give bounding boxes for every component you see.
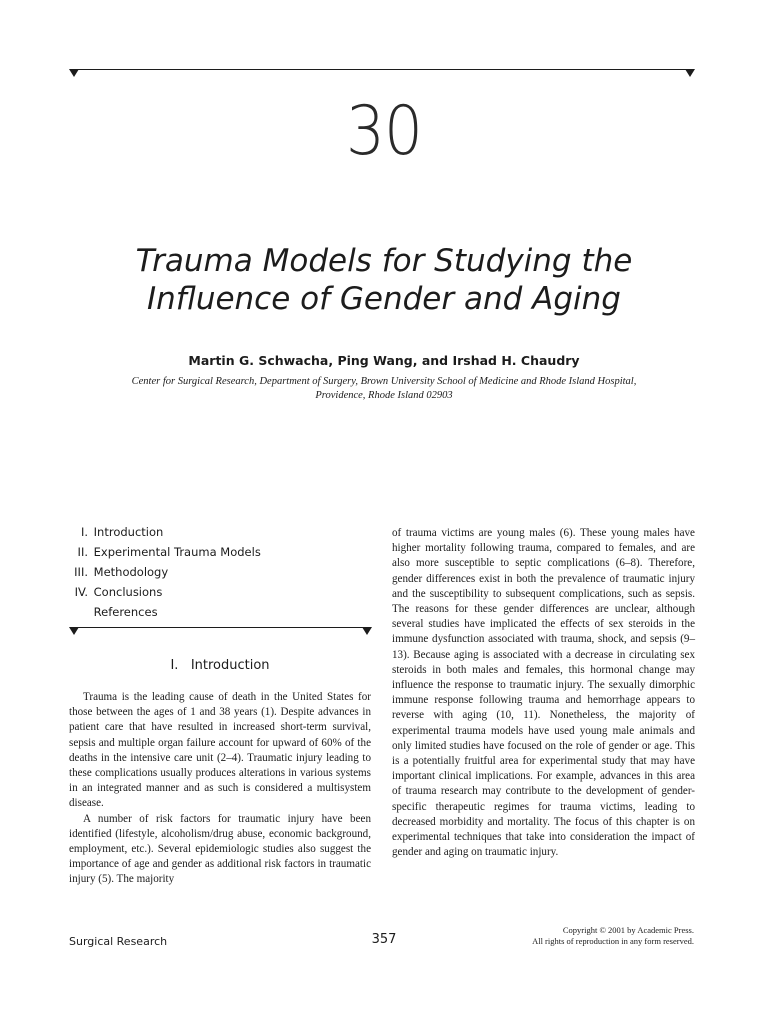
paragraph: A number of risk factors for traumatic injury have been identified (lifestyle, alcoholism/drug abuse, economic background, employment, etc.). Several epidemiologic studies also suggest the importance of age and gender as additional risk factors in traumatic injury (5). The majority	[69, 812, 371, 886]
toc-item	[70, 582, 261, 602]
copyright-notice	[532, 925, 694, 947]
toc-item-label: Conclusions	[93, 585, 163, 599]
toc-rule-right-marker-icon	[362, 627, 372, 635]
toc-item-number: III.	[74, 565, 88, 579]
toc-item-label: Experimental Trauma Models	[93, 545, 261, 559]
affiliation-line1: Center for Surgical Research, Department of Surgery, Brown University School of Medicine and Rhode Island Hospital,	[131, 376, 637, 387]
toc-item-label: Introduction	[93, 525, 164, 539]
paragraph: of trauma victims are young males (6). These young males have higher mortality following trauma, compared to females, and are also more susceptible to septic complications (6–8). Therefore, gender differences exist in both the prevalence of traumatic injury and the susceptibility to subsequent complications, such as sepsis. The reasons for these gender differences are unclear, although several studies have implicated the effects of sex steroids in the immune dysfunction associated with trauma, shock, and sepsis (9–13). Because aging is associated with a decrease in circulating sex steroids in both males and females, this hormonal change may influence the response to traumatic injury. The sexually dimorphic immune response following trauma and hemorrhage appears to reverse with aging (10, 11). Nonetheless, the majority of experimental trauma models have used young male animals and only limited studies have focused on the role of gender or age. This is a potentially fruitful area for experimental study that may have important clinical implications. For example, advances in this area of trauma research may contribute to the development of gender-specific therapeutic regimes for trauma victims, leading to decreased morbidity and mortality. The focus of this chapter is on experimental techniques that take into consideration the impact of gender and aging on traumatic injury.	[392, 527, 695, 859]
top-rule	[70, 69, 694, 70]
toc-item-label: Methodology	[93, 565, 169, 579]
chapter-title	[60, 242, 708, 318]
affiliation-line2: Providence, Rhode Island 02903	[315, 390, 453, 401]
right-column	[392, 526, 695, 860]
toc-item-number: IV.	[74, 585, 88, 599]
affiliation	[100, 375, 668, 403]
toc-item-number: II.	[77, 545, 88, 559]
copyright-line1: Copyright © 2001 by Academic Press.	[562, 925, 694, 935]
toc-item	[70, 522, 261, 542]
top-rule-right-marker-icon	[685, 69, 695, 77]
paragraph: Trauma is the leading cause of death in the United States for those between the ages of 1 and 38 years (1). Despite advances in patient care that have resulted in increased short-term survival, sepsis and multiple organ failure account for upward of 60% of the deaths in the intensive care unit (2–4). Traumatic injury leading to these complications usually produces alterations in various systems in an integrated manner and as such is considered a multisystem disease.	[69, 691, 371, 810]
section-heading: I. Introduction	[170, 658, 270, 673]
toc-item	[70, 562, 261, 582]
chapter-number: 30	[345, 92, 423, 171]
chapter-title-line2: Influence of Gender and Aging	[147, 281, 621, 317]
top-rule-left-marker-icon	[69, 69, 79, 77]
toc-item-number: I.	[80, 525, 88, 539]
toc-rule	[70, 627, 370, 628]
chapter-title-line1: Trauma Models for Studying the	[135, 243, 633, 279]
copyright-line2: All rights of reproduction in any form reserved.	[532, 936, 694, 946]
toc-item	[70, 602, 261, 622]
toc-item-label: References	[93, 605, 158, 619]
page-number: 357	[371, 932, 397, 947]
footer-book-title: Surgical Research	[69, 935, 168, 948]
left-column	[69, 690, 371, 888]
toc-item	[70, 542, 261, 562]
toc-rule-left-marker-icon	[69, 627, 79, 635]
authors: Martin G. Schwacha, Ping Wang, and Irshad H. Chaudry	[188, 353, 580, 368]
table-of-contents	[70, 522, 261, 622]
